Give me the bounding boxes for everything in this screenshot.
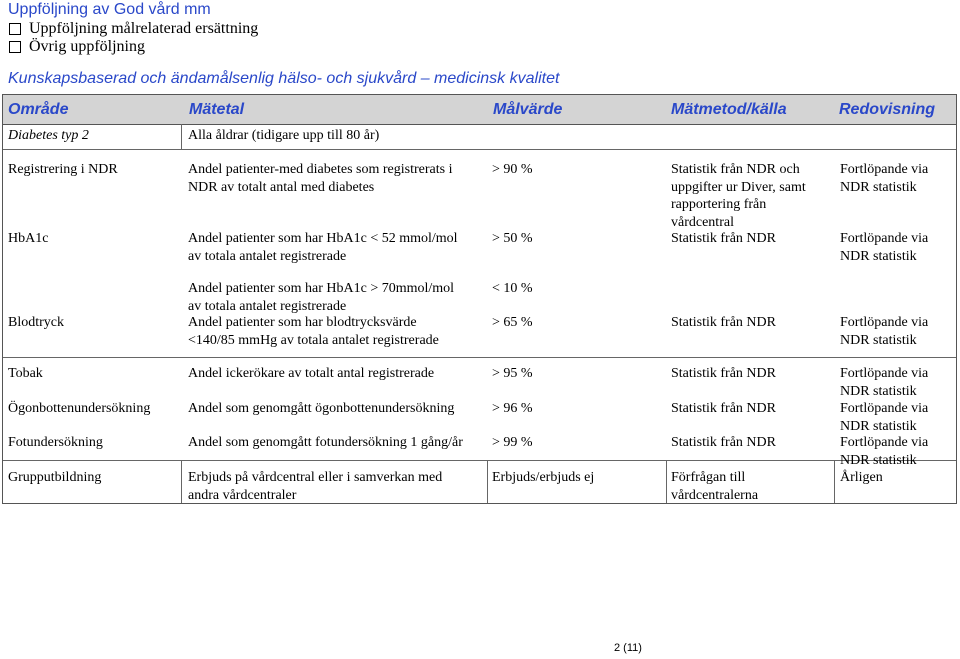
hba1c-report: Fortlöpande via NDR statistik	[840, 231, 929, 264]
checkbox-icon[interactable]	[9, 41, 21, 53]
tobak-measure: Andel ickerökare av totalt antal registrerade	[188, 366, 435, 381]
tobak-report: Fortlöpande via NDR statistik	[840, 366, 929, 399]
eye-measure: Andel som genomgått ögonbottenundersökning	[188, 401, 455, 416]
checklist-item-malrelaterad[interactable]	[9, 19, 258, 38]
hba1c-area: HbA1c	[8, 231, 49, 246]
hba1c-target-1: > 50 %	[492, 231, 533, 246]
reg-method: Statistik från NDR och uppgifter ur Diver, samt rapportering från vårdcentral	[671, 162, 806, 230]
reg-report: Fortlöpande via NDR statistik	[840, 162, 929, 195]
page-number: 2 (11)	[614, 642, 642, 654]
foot-method: Statistik från NDR	[671, 435, 776, 450]
reg-target: > 90 %	[492, 162, 533, 177]
header-matetal: Mätetal	[189, 101, 245, 118]
section-desc: Alla åldrar (tidigare upp till 80 år)	[188, 128, 380, 143]
bp-area: Blodtryck	[8, 315, 64, 330]
page-heading: Uppföljning av God vård mm	[8, 1, 211, 18]
measures-table	[2, 94, 957, 504]
checklist-item-ovrig[interactable]	[9, 37, 145, 56]
hba1c-measure-2: Andel patienter som har HbA1c > 70mmol/mol av totala antalet registrerade	[188, 281, 455, 314]
group-measure: Erbjuds på vårdcentral eller i samverkan med andra vårdcentraler	[188, 470, 443, 503]
eye-area: Ögonbottenundersökning	[8, 401, 151, 416]
tobak-area: Tobak	[8, 366, 43, 381]
checklist-label: Uppföljning målrelaterad ersättning	[29, 20, 259, 37]
table-header-row	[3, 95, 956, 125]
row-divider	[3, 460, 956, 461]
bp-report: Fortlöpande via NDR statistik	[840, 315, 929, 348]
column-divider	[666, 460, 667, 503]
hba1c-method: Statistik från NDR	[671, 231, 776, 246]
column-divider	[181, 124, 182, 149]
reg-area: Registrering i NDR	[8, 162, 118, 177]
section-area: Diabetes typ 2	[8, 128, 89, 143]
group-report: Årligen	[840, 470, 883, 485]
hba1c-target-2: < 10 %	[492, 281, 533, 296]
bp-method: Statistik från NDR	[671, 315, 776, 330]
column-divider	[487, 460, 488, 503]
eye-report: Fortlöpande via NDR statistik	[840, 401, 929, 434]
checkbox-icon[interactable]	[9, 23, 21, 35]
row-divider	[3, 149, 956, 150]
foot-target: > 99 %	[492, 435, 533, 450]
header-omrade: Område	[8, 101, 69, 118]
tobak-target: > 95 %	[492, 366, 533, 381]
foot-measure: Andel som genomgått fotundersökning 1 gång/år	[188, 435, 463, 450]
hba1c-measure-1: Andel patienter som har HbA1c < 52 mmol/mol av totala antalet registrerade	[188, 231, 458, 264]
bp-measure: Andel patienter som har blodtrycksvärde <140/85 mmHg av totala antalet registrerade	[188, 315, 439, 348]
foot-area: Fotundersökning	[8, 435, 103, 450]
group-method: Förfrågan till vårdcentralerna	[671, 470, 759, 503]
bp-target: > 65 %	[492, 315, 533, 330]
eye-method: Statistik från NDR	[671, 401, 776, 416]
eye-target: > 96 %	[492, 401, 533, 416]
column-divider	[834, 460, 835, 503]
reg-measure: Andel patienter-med diabetes som registrerats i NDR av totalt antal med diabetes	[188, 162, 453, 195]
group-target: Erbjuds/erbjuds ej	[492, 470, 595, 485]
column-divider	[181, 460, 182, 503]
section-subheading: Kunskapsbaserad och ändamålsenlig hälso- och sjukvård – medicinsk kvalitet	[8, 70, 560, 87]
header-redovisning: Redovisning	[839, 101, 936, 118]
header-malvarde: Målvärde	[493, 101, 563, 118]
foot-report: Fortlöpande via NDR statistik	[840, 435, 929, 468]
group-area: Grupputbildning	[8, 470, 102, 485]
header-matmetod: Mätmetod/källa	[671, 101, 787, 118]
row-divider	[3, 357, 956, 358]
tobak-method: Statistik från NDR	[671, 366, 776, 381]
checklist-label: Övrig uppföljning	[29, 38, 145, 55]
